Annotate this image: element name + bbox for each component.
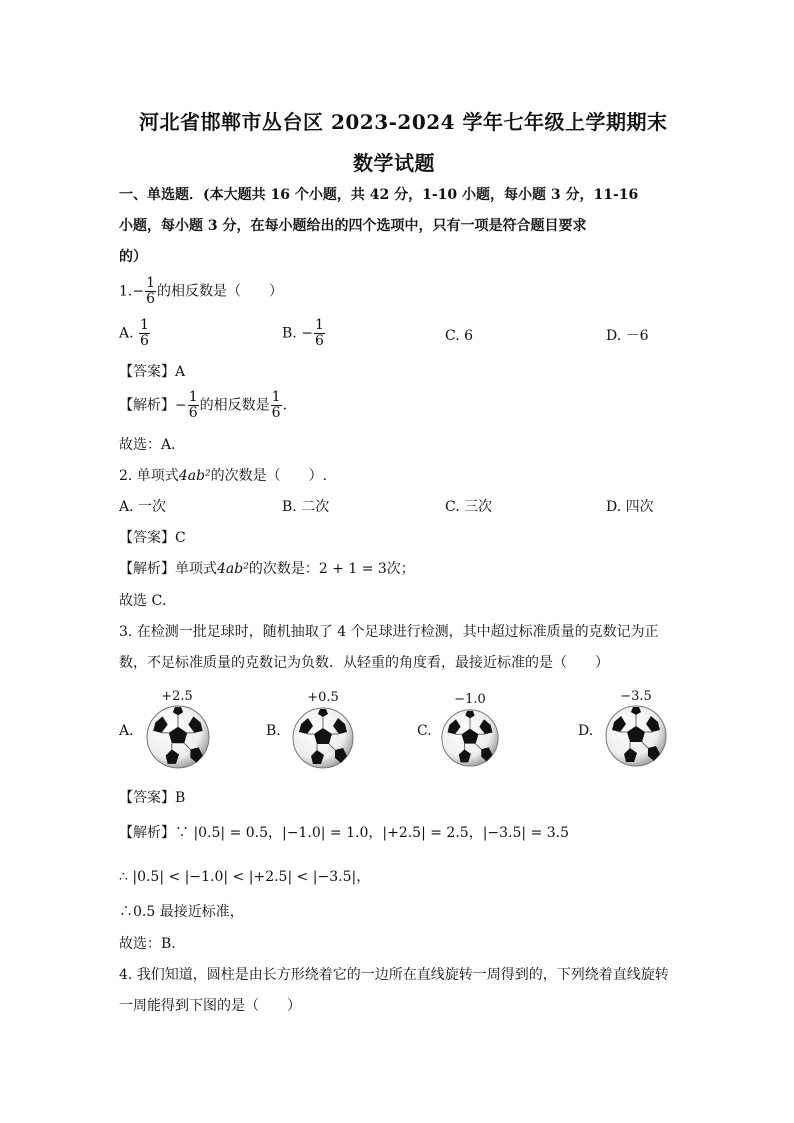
soccer-ball-d-icon	[604, 704, 668, 768]
q1-answer: 【答案】A	[119, 364, 186, 380]
q3-choose: 故选：B.	[119, 936, 176, 952]
q3-ball-d-weight: −3.5	[620, 689, 652, 704]
question-1	[119, 276, 283, 307]
q3-option-d-label: D.	[578, 723, 594, 739]
q2-option-b: B. 二次	[282, 499, 330, 515]
q2-expression: 4ab²	[178, 468, 211, 484]
q1-number: 1.	[119, 283, 133, 300]
q1-fraction: $\frac{1}{6}$	[146, 275, 156, 307]
q2-answer: 【答案】C	[119, 530, 186, 546]
question-3-line1: 3. 在检测一批足球时，随机抽取了 4 个足球进行检测，其中超过标准质量的克数记为正	[119, 624, 659, 640]
q2-analysis: 【解析】单项式4ab²的次数是：2 + 1 = 3次；	[119, 561, 415, 577]
q3-ball-b-weight: +0.5	[307, 690, 339, 705]
q3-option-a-label: A.	[119, 723, 134, 739]
section-header-line2: 小题，每小题 3 分，在每小题给出的四个选项中，只有一项是符合题目要求	[119, 218, 587, 234]
q1-text: 的相反数是（ ）	[157, 283, 284, 300]
question-3-line2: 数，不足标准质量的克数记为负数．从轻重的角度看，最接近标准的是（ ）	[119, 655, 609, 671]
section-header-line1: 一、单选题．(本大题共 16 个小题，共 42 分，1-10 小题，每小题 3 分，11-16	[119, 187, 639, 203]
question-2: 2. 单项式4ab²的次数是（ ）.	[119, 468, 328, 484]
q1-analysis: 【解析】− $\frac{1}{6}$ 的相反数是 $\frac{1}{6}$ ．	[119, 389, 297, 421]
q1-option-d: D. －6	[606, 328, 649, 344]
q3-analysis-line1: 【解析】∵ |0.5| = 0.5，|−1.0| = 1.0，|+2.5| = 2.5，|−3.5| = 3.5	[119, 825, 570, 841]
q3-analysis-line2: ∴ |0.5| < |−1.0| < |+2.5| < |−3.5|，	[119, 869, 371, 885]
question-4-line2: 一周能得到下图的是（ ）	[119, 998, 301, 1014]
q1-option-a: A. $\frac{1}{6}$	[119, 317, 149, 349]
document-title: 河北省邯郸市丛台区 2023-2024 学年七年级上学期期末	[139, 110, 668, 134]
q3-answer: 【答案】B	[119, 790, 186, 806]
soccer-ball-a-icon	[145, 704, 211, 770]
q2-choose: 故选 C．	[119, 593, 177, 609]
q3-ball-a-weight: +2.5	[161, 689, 193, 704]
q2-option-a: A. 一次	[119, 499, 167, 515]
q2-option-d: D. 四次	[606, 499, 654, 515]
q1-choose: 故选：A．	[119, 437, 186, 453]
q1-option-c: C. 6	[445, 328, 474, 344]
soccer-ball-b-icon	[291, 706, 355, 770]
q1-option-b: B. − $\frac{1}{6}$	[282, 317, 324, 349]
section-header-line3: 的）	[119, 249, 147, 265]
q2-option-c: C. 三次	[445, 499, 493, 515]
q1-minus: −	[132, 283, 145, 300]
q3-analysis-line3: ∴0.5 最接近标准，	[119, 904, 244, 920]
soccer-ball-c-icon	[440, 708, 500, 768]
q3-ball-c-weight: −1.0	[454, 692, 486, 707]
q3-option-c-label: C.	[417, 723, 432, 739]
question-4-line1: 4. 我们知道，圆柱是由长方形绕着它的一边所在直线旋转一周得到的，下列绕着直线旋转	[119, 967, 669, 983]
q3-option-b-label: B.	[266, 723, 281, 739]
document-subtitle: 数学试题	[353, 151, 435, 175]
